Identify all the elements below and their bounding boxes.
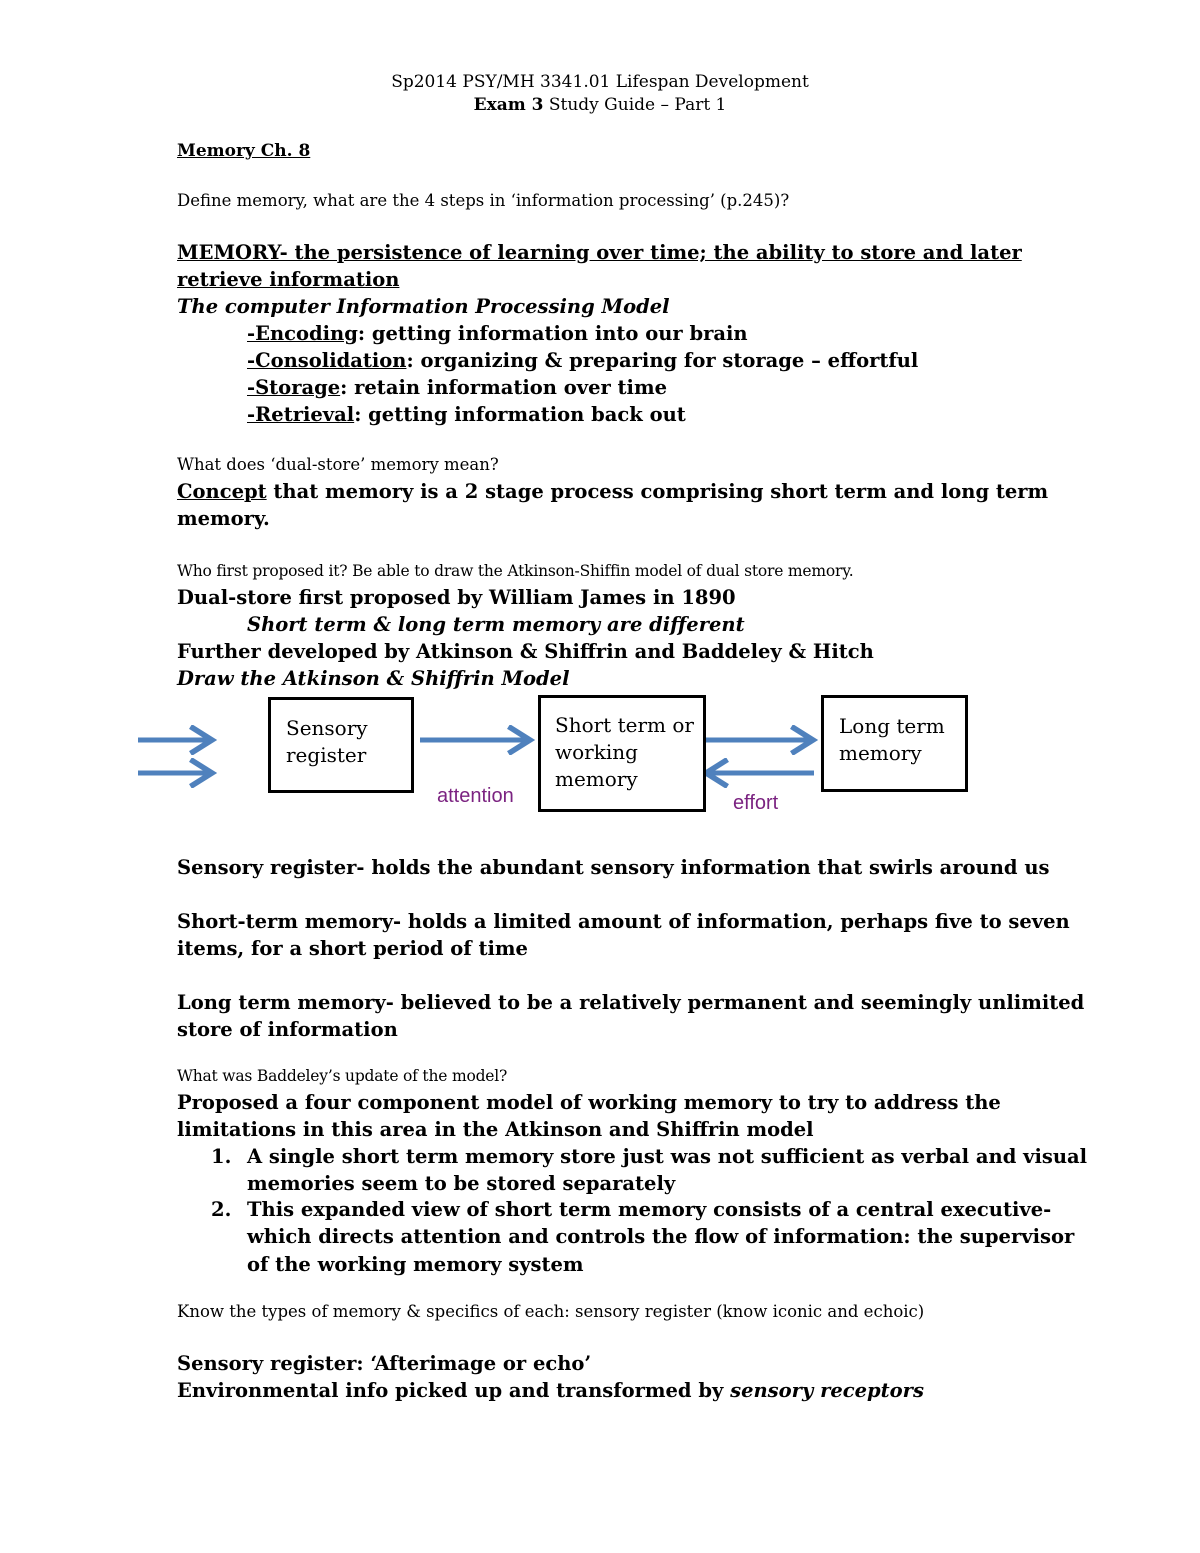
short-term-memory-box	[538, 695, 706, 812]
memory-definition-line2: retrieve information	[177, 268, 400, 291]
step-term: -Encoding	[247, 322, 358, 345]
baddeley-line2: limitations in this area in the Atkinson and Shiffrin model	[177, 1118, 814, 1141]
list-item-line: A single short term memory store just was not sufficient as verbal and visual	[247, 1145, 1088, 1168]
question-baddeley: What was Baddeley’s update of the model?	[177, 1067, 508, 1085]
sensory-register-box	[268, 697, 414, 793]
box-line: memory	[555, 767, 638, 791]
box-line: register	[286, 743, 367, 767]
list-item-line: which directs attention and controls the flow of information: the supervisor	[247, 1225, 1075, 1248]
desc-text: Environmental info picked up and transformed by	[177, 1379, 731, 1402]
long-term-memory-box	[821, 695, 968, 792]
box-line: memory	[839, 741, 922, 765]
concept-term: Concept	[177, 480, 267, 503]
model-title: The computer Information Processing Model	[177, 295, 670, 318]
section-title: Memory Ch. 8	[177, 141, 311, 161]
list-number: 2.	[211, 1198, 232, 1221]
box-line: working	[555, 740, 638, 764]
def-ltm-line1: Long term memory- believed to be a relatively permanent and seemingly unlimited	[177, 991, 1085, 1014]
box-line: Sensory	[286, 716, 368, 740]
exam-label: Exam 3	[473, 95, 544, 115]
question-who-proposed: Who first proposed it? Be able to draw the Atkinson-Shiffin model of dual store memory.	[177, 562, 854, 580]
step-term: -Storage	[247, 376, 341, 399]
list-item-line: memories seem to be stored separately	[247, 1172, 676, 1195]
step-term: -Retrieval	[247, 403, 355, 426]
sensory-register-heading: Sensory register: ‘Afterimage or echo’	[177, 1352, 592, 1375]
def-stm-line2: items, for a short period of time	[177, 937, 528, 960]
step-desc: : organizing & preparing for storage – effortful	[406, 349, 919, 372]
dual-store-line2: memory.	[177, 507, 270, 530]
list-item-line: This expanded view of short term memory consists of a central executive-	[247, 1198, 1052, 1221]
baddeley-line1: Proposed a four component model of working memory to try to address the	[177, 1091, 1001, 1114]
step-desc: : getting information back out	[354, 403, 686, 426]
effort-label: effort	[733, 792, 779, 814]
question-define-memory: Define memory, what are the 4 steps in ‘information processing’ (p.245)?	[177, 191, 790, 210]
concept-desc: that memory is a 2 stage process comprising short term and long term	[266, 480, 1049, 503]
answer-different: Short term & long term memory are different	[247, 613, 745, 636]
step-desc: : getting information into our brain	[357, 322, 748, 345]
box-line: Short term or	[555, 713, 694, 737]
answer-draw: Draw the Atkinson & Shiffrin Model	[177, 667, 570, 690]
guide-subtitle: Study Guide – Part 1	[543, 95, 727, 115]
step-term: -Consolidation	[247, 349, 407, 372]
memory-definition-line1: MEMORY- the persistence of learning over time; the ability to store and later	[177, 241, 1022, 264]
answer-further: Further developed by Atkinson & Shiffrin and Baddeley & Hitch	[177, 640, 874, 663]
attention-label: attention	[437, 785, 514, 807]
list-number: 1.	[211, 1145, 232, 1168]
def-ltm-line2: store of information	[177, 1018, 398, 1041]
answer-james: Dual-store first proposed by William James in 1890	[177, 586, 736, 609]
sensory-register-desc	[177, 1381, 924, 1401]
course-title: Sp2014 PSY/MH 3341.01 Lifespan Development	[391, 72, 809, 92]
question-types-of-memory: Know the types of memory & specifics of each: sensory register (know iconic and echoic)	[177, 1302, 925, 1321]
list-item-line: of the working memory system	[247, 1253, 584, 1276]
question-dual-store: What does ‘dual-store’ memory mean?	[177, 455, 499, 474]
def-stm-line1: Short-term memory- holds a limited amount of information, perhaps five to seven	[177, 910, 1070, 933]
box-line: Long term	[839, 714, 945, 738]
step-desc: : retain information over time	[340, 376, 667, 399]
def-sensory-register: Sensory register- holds the abundant sensory information that swirls around us	[177, 856, 1050, 879]
desc-italic: sensory receptors	[730, 1379, 924, 1402]
